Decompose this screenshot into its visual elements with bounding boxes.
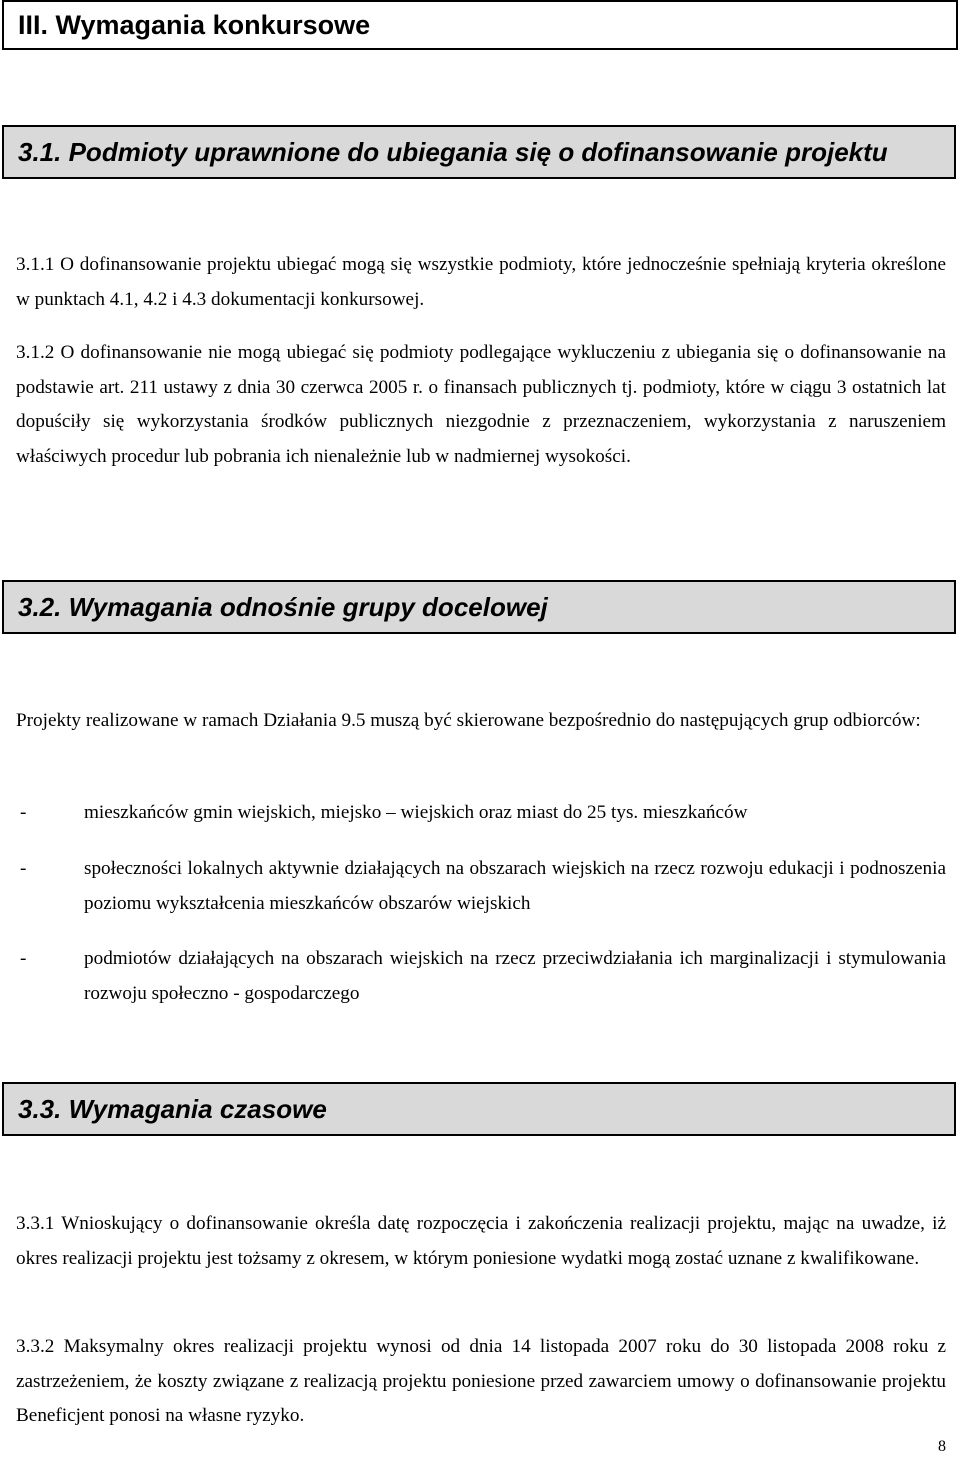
paragraph-3-1-2: 3.1.2 O dofinansowanie nie mogą ubiegać się podmioty podlegające wykluczeniu z ubiegania się o dofinansowanie na podstawie art. 211 ustawy z dnia 30 czerwca 2005 r. o finansach publicznych tj. podmioty, które w ciągu 3 ostatnich lat dopuściły się wykorzystania środków publicznych niezgodnie z przeznaczeniem, wykorzystania z naruszeniem właściwych procedur lub pobrania ich nienależnie lub w nadmiernej wysokości.: [16, 342, 946, 467]
paragraph-3-3-1: 3.3.1 Wnioskujący o dofinansowanie określa datę rozpoczęcia i zakończenia realizacji projektu, mając na uwadze, iż okres realizacji projektu jest tożsamy z okresem, w którym poniesione wydatki mogą zostać uznane z kwalifikowane.: [16, 1213, 946, 1269]
bullet-dash: -: [20, 858, 27, 879]
list-item: [16, 852, 946, 921]
paragraph-3-3-2: 3.3.2 Maksymalny okres realizacji projektu wynosi od dnia 14 listopada 2007 roku do 30 listopada 2008 roku z zastrzeżeniem, że koszty związane z realizacją projektu poniesione przed zawarciem umowy o dofinansowanie projektu Beneficjent ponosi na własne ryzyko.: [16, 1336, 946, 1427]
page-number: 8: [938, 1438, 946, 1455]
section-heading-3-2-text: 3.2. Wymagania odnośnie grupy docelowej: [18, 591, 548, 622]
bullet-text: społeczności lokalnych aktywnie działających na obszarach wiejskich na rzecz rozwoju edukacji i podnoszenia poziomu wykształcenia mieszkańców obszarów wiejskich: [84, 858, 946, 914]
paragraph-3-1-1: 3.1.1 O dofinansowanie projektu ubiegać mogą się wszystkie podmioty, które jednocześnie spełniają kryteria określone w punktach 4.1, 4.2 i 4.3 dokumentacji konkursowej.: [16, 254, 946, 310]
main-heading-text: III. Wymagania konkursowe: [18, 9, 371, 40]
bullet-dash: -: [20, 948, 27, 969]
section-heading-3-3-text: 3.3. Wymagania czasowe: [18, 1093, 327, 1124]
section-heading-3-1: [2, 125, 956, 179]
list-item: [16, 942, 946, 1011]
bullet-text: mieszkańców gmin wiejskich, miejsko – wiejskich oraz miast do 25 tys. mieszkańców: [84, 802, 748, 823]
paragraph-3-2-intro: Projekty realizowane w ramach Działania 9.5 muszą być skierowane bezpośrednio do następujących grup odbiorców:: [16, 710, 921, 731]
bullet-text: podmiotów działających na obszarach wiejskich na rzecz przeciwdziałania ich marginalizacji i stymulowania rozwoju społeczno - gospodarczego: [84, 948, 946, 1004]
section-heading-3-2: [2, 580, 956, 634]
section-heading-3-3: [2, 1082, 956, 1136]
list-item: [16, 796, 946, 831]
bullet-dash: -: [20, 802, 27, 823]
main-heading: [2, 0, 958, 50]
section-heading-3-1-text: 3.1. Podmioty uprawnione do ubiegania się o dofinansowanie projektu: [18, 136, 888, 167]
